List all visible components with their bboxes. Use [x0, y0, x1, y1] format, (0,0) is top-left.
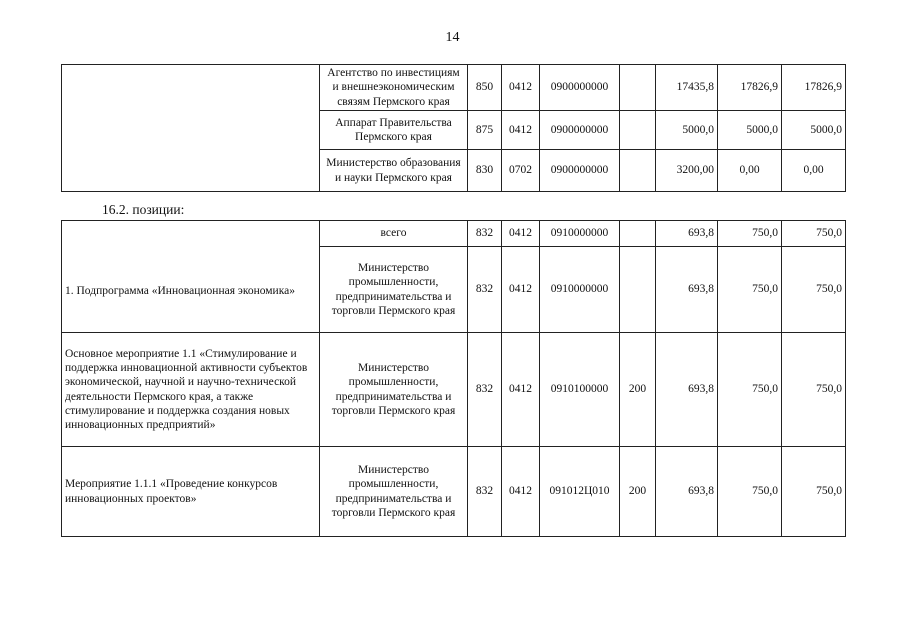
expense-type-cell: [620, 111, 656, 150]
description-cell: [62, 65, 320, 192]
ministry-code-cell: 832: [468, 247, 502, 333]
agency-cell: Министерство промышленности, предпринимательства и торговли Пермского края: [320, 447, 468, 537]
target-code-cell: 0900000000: [540, 150, 620, 192]
year-3-amount-cell: 750,0: [782, 247, 846, 333]
year-1-amount-cell: 693,8: [656, 247, 718, 333]
table-row: [62, 447, 846, 537]
section-code-cell: 0412: [502, 247, 540, 333]
year-2-amount-cell: 750,0: [718, 221, 782, 247]
year-2-amount-cell: 5000,0: [718, 111, 782, 150]
year-3-amount-cell: 0,00: [782, 150, 846, 192]
year-3-amount-cell: 750,0: [782, 333, 846, 447]
target-code-cell: 091012Ц010: [540, 447, 620, 537]
ministry-code-cell: 832: [468, 333, 502, 447]
expense-type-cell: [620, 150, 656, 192]
year-3-amount-cell: 750,0: [782, 221, 846, 247]
agency-cell: Министерство образования и науки Пермского края: [320, 150, 468, 192]
target-code-cell: 0910000000: [540, 221, 620, 247]
section-code-cell: 0412: [502, 65, 540, 111]
year-1-amount-cell: 693,8: [656, 447, 718, 537]
table-row: [62, 333, 846, 447]
year-2-amount-cell: 750,0: [718, 333, 782, 447]
section-code-cell: 0412: [502, 333, 540, 447]
year-3-amount-cell: 750,0: [782, 447, 846, 537]
year-2-amount-cell: 17826,9: [718, 65, 782, 111]
agency-cell: Аппарат Правительства Пермского края: [320, 111, 468, 150]
year-3-amount-cell: 5000,0: [782, 111, 846, 150]
year-1-amount-cell: 17435,8: [656, 65, 718, 111]
expense-type-cell: [620, 247, 656, 333]
ministry-code-cell: 832: [468, 221, 502, 247]
year-1-amount-cell: 693,8: [656, 333, 718, 447]
expense-type-cell: 200: [620, 333, 656, 447]
target-code-cell: 0910000000: [540, 247, 620, 333]
expense-type-cell: [620, 65, 656, 111]
year-1-amount-cell: 5000,0: [656, 111, 718, 150]
target-code-cell: 0910100000: [540, 333, 620, 447]
description-cell: Основное мероприятие 1.1 «Стимулирование и поддержка инновационной активности субъектов экономической, научной и научно-технической деятельности Пермского края, а также стимулирование и поддержка создания новых инновационных предприятий»: [62, 333, 320, 447]
target-code-cell: 0900000000: [540, 111, 620, 150]
agency-cell: Министерство промышленности, предпринимательства и торговли Пермского края: [320, 247, 468, 333]
ministry-code-cell: 830: [468, 150, 502, 192]
year-1-amount-cell: 3200,00: [656, 150, 718, 192]
section-code-cell: 0412: [502, 447, 540, 537]
description-cell: 1. Подпрограмма «Инновационная экономика»: [62, 221, 320, 333]
budget-table-positions: [61, 220, 846, 537]
page-number: 14: [445, 30, 460, 45]
total-row: [62, 221, 846, 247]
year-2-amount-cell: 750,0: [718, 447, 782, 537]
section-heading: 16.2. позиции:: [102, 202, 185, 217]
budget-table-continued: [61, 64, 846, 192]
table-row: [62, 65, 846, 111]
section-code-cell: 0412: [502, 221, 540, 247]
agency-cell: Агентство по инвестициям и внешнеэкономическим связям Пермского края: [320, 65, 468, 111]
ministry-code-cell: 850: [468, 65, 502, 111]
expense-type-cell: 200: [620, 447, 656, 537]
year-2-amount-cell: 0,00: [718, 150, 782, 192]
ministry-code-cell: 875: [468, 111, 502, 150]
description-cell: Мероприятие 1.1.1 «Проведение конкурсов инновационных проектов»: [62, 447, 320, 537]
agency-cell: Министерство промышленности, предпринимательства и торговли Пермского края: [320, 333, 468, 447]
agency-cell: всего: [320, 221, 468, 247]
section-code-cell: 0702: [502, 150, 540, 192]
section-code-cell: 0412: [502, 111, 540, 150]
year-3-amount-cell: 17826,9: [782, 65, 846, 111]
expense-type-cell: [620, 221, 656, 247]
year-2-amount-cell: 750,0: [718, 247, 782, 333]
target-code-cell: 0900000000: [540, 65, 620, 111]
year-1-amount-cell: 693,8: [656, 221, 718, 247]
ministry-code-cell: 832: [468, 447, 502, 537]
